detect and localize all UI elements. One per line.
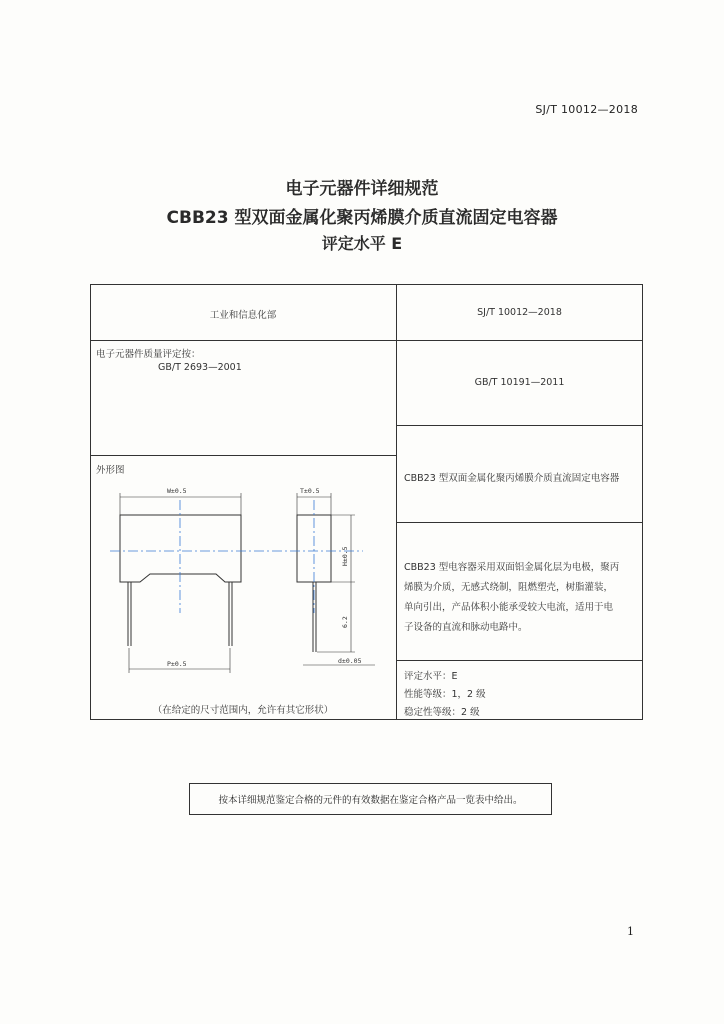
description-line: 烯膜为介质，无感式绕制，阻燃塑壳，树脂灌装，: [404, 582, 614, 593]
dim-lead-length: 6.2: [341, 616, 349, 628]
title-line-2: CBB23 型双面金属化聚丙烯膜介质直流固定电容器: [166, 208, 558, 228]
product-name: CBB23 型双面金属化聚丙烯膜介质直流固定电容器: [404, 473, 620, 484]
outline-label: 外形图: [96, 465, 125, 476]
outline-note: （在给定的尺寸范围内，允许有其它形状）: [152, 705, 334, 716]
outline-drawing: [95, 478, 393, 678]
qa-label: 电子元器件质量评定按：: [96, 349, 201, 360]
qa-standard: GB/T 2693—2001: [158, 362, 242, 373]
product-description: [404, 558, 619, 638]
title-line-1: 电子元器件详细规范: [285, 179, 439, 199]
dim-width: W±0.5: [167, 487, 187, 495]
table-row-divider: [90, 340, 643, 341]
spec-number: SJ/T 10012—2018: [477, 307, 562, 318]
dim-thickness: T±0.5: [300, 487, 320, 495]
table-row-divider: [396, 660, 643, 661]
issuer: 工业和信息化部: [209, 310, 277, 321]
description-line: 子设备的直流和脉动电路中。: [404, 622, 528, 633]
front-view-body: [120, 515, 241, 582]
description-line: CBB23 型电容器采用双面铝金属化层为电极，聚丙: [404, 562, 620, 573]
assessment-level: 评定水平：E: [404, 671, 458, 682]
description-line: 单向引出，产品体积小能承受较大电流，适用于电: [404, 602, 614, 613]
page-number: 1: [627, 925, 634, 938]
title-line-3: 评定水平 E: [321, 234, 403, 253]
table-row-divider: [90, 455, 396, 456]
table-column-divider: [396, 284, 397, 720]
document-code: SJ/T 10012—2018: [535, 103, 638, 116]
dim-lead-diameter: d±0.05: [338, 657, 362, 665]
dim-pitch: P±0.5: [167, 660, 187, 668]
table-row-divider: [396, 522, 643, 523]
sectional-spec: GB/T 10191—2011: [474, 377, 565, 388]
performance-grade: 性能等级：1，2 级: [404, 689, 486, 700]
table-row-divider: [396, 425, 643, 426]
stability-grade: 稳定性等级：2 级: [404, 707, 480, 718]
footer-note: 按本详细规范鉴定合格的元件的有效数据在鉴定合格产品一览表中给出。: [189, 783, 552, 815]
grades: [404, 668, 486, 722]
dim-height: H±0.5: [341, 546, 349, 566]
